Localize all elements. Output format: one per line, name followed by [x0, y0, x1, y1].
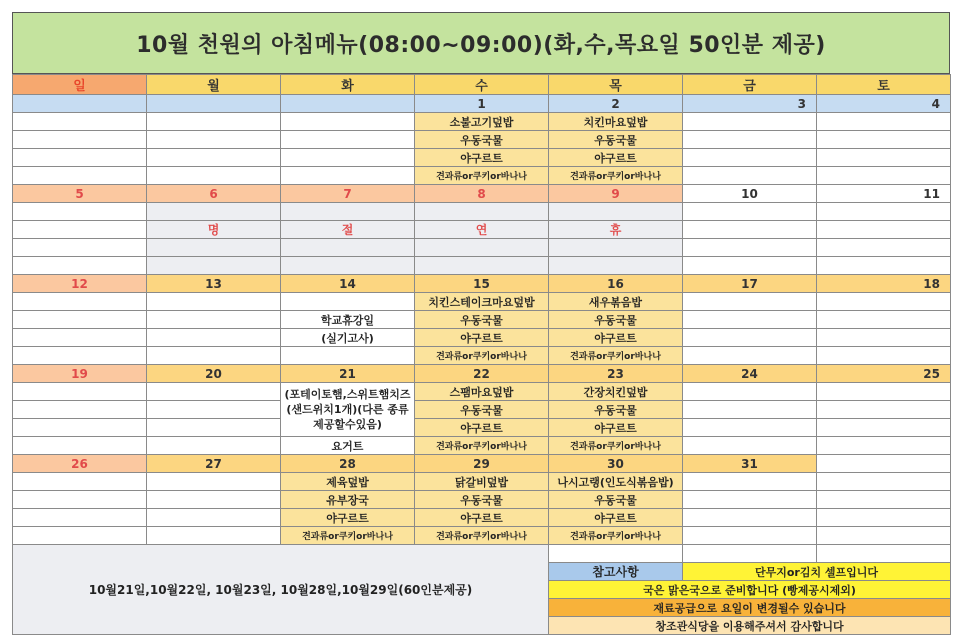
holiday-char: 휴 [549, 221, 683, 239]
week2-num-row [13, 185, 951, 203]
empty-cell [281, 95, 415, 113]
week3-row-2 [13, 311, 951, 329]
week2-row-3 [13, 239, 951, 257]
day-header-wed: 수 [415, 75, 549, 95]
week2-row-2 [13, 221, 951, 239]
week4-row-1 [13, 383, 951, 401]
extra-dates-note: 10월21일,10월22일, 10월23일, 10월28일,10월29일(60인분제공) [13, 545, 549, 635]
menu-item: 견과류or쿠키or바나나 [549, 437, 683, 455]
week1-row-1 [13, 113, 951, 131]
menu-item: 야구르트 [549, 419, 683, 437]
menu-item: 우동국물 [549, 131, 683, 149]
footer-note-1: 단무지or김치 셀프입니다 [683, 563, 951, 581]
date-17: 17 [683, 275, 817, 293]
footer-note-2: 국은 맑은국으로 준비합니다 (빵제공시제외) [549, 581, 951, 599]
date-4: 4 [817, 95, 951, 113]
menu-item: 견과류or쿠키or바나나 [549, 527, 683, 545]
date-15: 15 [415, 275, 549, 293]
week4-row-4 [13, 437, 951, 455]
date-18: 18 [817, 275, 951, 293]
week5-num-row [13, 455, 951, 473]
menu-item: 우동국물 [415, 131, 549, 149]
menu-item: 우동국물 [415, 491, 549, 509]
date-29: 29 [415, 455, 549, 473]
menu-item: 우동국물 [415, 401, 549, 419]
menu-item: 우동국물 [549, 491, 683, 509]
date-30: 30 [549, 455, 683, 473]
date-24: 24 [683, 365, 817, 383]
date-14: 14 [281, 275, 415, 293]
day-header-sun: 일 [13, 75, 147, 95]
date-21: 21 [281, 365, 415, 383]
yogurt-item: 요거트 [281, 437, 415, 455]
week5-row-4 [13, 527, 951, 545]
menu-item: 야구르트 [415, 419, 549, 437]
menu-item: 야구르트 [415, 149, 549, 167]
date-12: 12 [13, 275, 147, 293]
week1-row-2 [13, 131, 951, 149]
menu-item: 우동국물 [549, 311, 683, 329]
menu-item: 스팸마요덮밥 [415, 383, 549, 401]
page-title: 10월 천원의 아침메뉴(08:00~09:00)(화,수,목요일 50인분 제공) [12, 12, 950, 74]
menu-item: 간장치킨덮밥 [549, 383, 683, 401]
date-11: 11 [817, 185, 951, 203]
day-header-tue: 화 [281, 75, 415, 95]
menu-item: 견과류or쿠키or바나나 [415, 437, 549, 455]
menu-item: 치킨마요덮밥 [549, 113, 683, 131]
date-5: 5 [13, 185, 147, 203]
date-23: 23 [549, 365, 683, 383]
holiday-char: 명 [147, 221, 281, 239]
week2-row-1 [13, 203, 951, 221]
date-19: 19 [13, 365, 147, 383]
date-28: 28 [281, 455, 415, 473]
menu-item: 나시고랭(인도식볶음밥) [549, 473, 683, 491]
week5-row-3 [13, 509, 951, 527]
menu-item: 제육덮밥 [281, 473, 415, 491]
tue-note: 학교휴강일 [281, 311, 415, 329]
week4-row-2 [13, 401, 951, 419]
date-9: 9 [549, 185, 683, 203]
date-1: 1 [415, 95, 549, 113]
tue-note: (실기고사) [281, 329, 415, 347]
menu-item: 새우볶음밥 [549, 293, 683, 311]
holiday-char: 연 [415, 221, 549, 239]
date-16: 16 [549, 275, 683, 293]
date-13: 13 [147, 275, 281, 293]
week4-row-3 [13, 419, 951, 437]
menu-item: 견과류or쿠키or바나나 [549, 167, 683, 185]
menu-item: 야구르트 [415, 509, 549, 527]
week5-row-2 [13, 491, 951, 509]
menu-item: 견과류or쿠키or바나나 [415, 527, 549, 545]
date-7: 7 [281, 185, 415, 203]
menu-item: 야구르트 [415, 329, 549, 347]
calendar-table [12, 74, 951, 635]
reference-label: 참고사항 [549, 563, 683, 581]
week1-row-4 [13, 167, 951, 185]
menu-item: 소불고기덮밥 [415, 113, 549, 131]
menu-item: 우동국물 [415, 311, 549, 329]
date-20: 20 [147, 365, 281, 383]
date-3: 3 [683, 95, 817, 113]
date-26: 26 [13, 455, 147, 473]
date-8: 8 [415, 185, 549, 203]
menu-item: 야구르트 [281, 509, 415, 527]
menu-item: 우동국물 [549, 401, 683, 419]
date-27: 27 [147, 455, 281, 473]
menu-item: 견과류or쿠키or바나나 [415, 347, 549, 365]
week5-row-1 [13, 473, 951, 491]
menu-item: 치킨스테이크마요덮밥 [415, 293, 549, 311]
week3-row-1 [13, 293, 951, 311]
date-10: 10 [683, 185, 817, 203]
footer-row-0 [13, 545, 951, 563]
footer-note-3: 재료공급으로 요일이 변경될수 있습니다 [549, 599, 951, 617]
week4-num-row [13, 365, 951, 383]
holiday-char: 절 [281, 221, 415, 239]
menu-item: 견과류or쿠키or바나나 [281, 527, 415, 545]
empty-cell [13, 95, 147, 113]
week3-num-row [13, 275, 951, 293]
sandwich-note: (포테이토햄,스위트햄치즈 (샌드위치1개)(다른 종류 제공할수있음) [281, 383, 415, 437]
empty-cell [147, 95, 281, 113]
date-6: 6 [147, 185, 281, 203]
menu-item: 야구르트 [549, 509, 683, 527]
day-header-sat: 토 [817, 75, 951, 95]
menu-item: 야구르트 [549, 149, 683, 167]
day-header-row [13, 75, 951, 95]
day-header-thu: 목 [549, 75, 683, 95]
menu-item: 유부장국 [281, 491, 415, 509]
footer-note-4: 창조관식당을 이용해주셔서 감사합니다 [549, 617, 951, 635]
menu-item: 닭갈비덮밥 [415, 473, 549, 491]
week1-row-3 [13, 149, 951, 167]
day-header-mon: 월 [147, 75, 281, 95]
week3-row-3 [13, 329, 951, 347]
date-25: 25 [817, 365, 951, 383]
menu-item: 견과류or쿠키or바나나 [549, 347, 683, 365]
week2-row-4 [13, 257, 951, 275]
menu-item: 견과류or쿠키or바나나 [415, 167, 549, 185]
date-31: 31 [683, 455, 817, 473]
menu-sheet [12, 12, 950, 633]
menu-item: 야구르트 [549, 329, 683, 347]
date-2: 2 [549, 95, 683, 113]
date-22: 22 [415, 365, 549, 383]
week1-num-row [13, 95, 951, 113]
week3-row-4 [13, 347, 951, 365]
day-header-fri: 금 [683, 75, 817, 95]
